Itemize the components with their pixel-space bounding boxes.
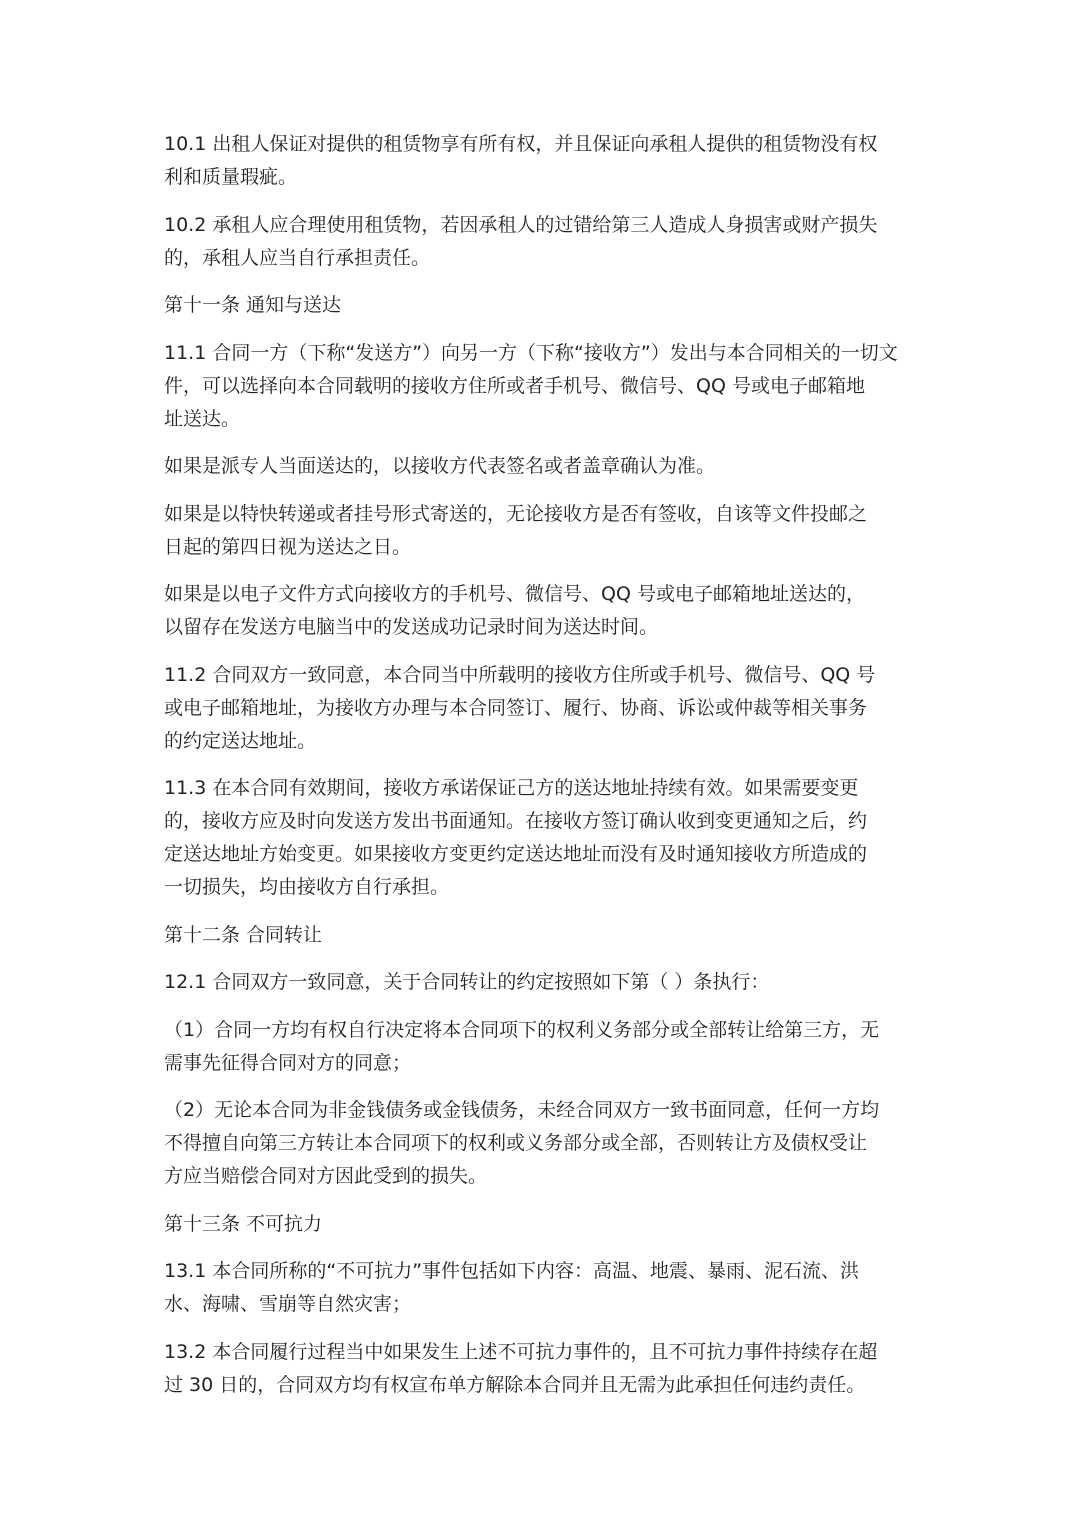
article-13-heading xyxy=(164,1208,920,1241)
text-line: 的约定送达地址。 xyxy=(164,729,317,752)
delivery-electronic xyxy=(164,578,920,644)
text-line: （1）合同一方均有权自行决定将本合同项下的权利义务部分或全部转让给第三方，无 xyxy=(164,1018,880,1041)
text-line: 第十二条 合同转让 xyxy=(164,923,323,946)
option-1 xyxy=(164,1014,920,1080)
text-line: 定送达地址方始变更。如果接收方变更约定送达地址而没有及时通知接收方所造成的 xyxy=(164,843,868,865)
article-12-heading xyxy=(164,919,920,952)
clause-10-2 xyxy=(164,209,920,275)
article-11-heading xyxy=(164,289,920,322)
text-line: 水、海啸、雪崩等自然灾害； xyxy=(164,1293,412,1315)
text-line: 如果是以电子文件方式向接收方的手机号、微信号、QQ 号或电子邮箱地址送达的， xyxy=(164,583,865,605)
text-line: 13.2 本合同履行过程当中如果发生上述不可抗力事件的，且不可抗力事件持续存在超 xyxy=(164,1340,878,1363)
text-line: 10.2 承租人应合理使用租赁物，若因承租人的过错给第三人造成人身损害或财产损失 xyxy=(164,213,878,236)
contract-body xyxy=(164,128,920,1416)
clause-12-1 xyxy=(164,966,920,999)
text-line: （2）无论本合同为非金钱债务或金钱债务，未经合同双方一致书面同意，任何一方均 xyxy=(164,1099,880,1121)
text-line: 的，承租人应当自行承担责任。 xyxy=(164,246,431,269)
delivery-in-person xyxy=(164,450,920,483)
text-line: 如果是以特快转递或者挂号形式寄送的，无论接收方是否有签收，自该等文件投邮之 xyxy=(164,502,868,525)
clause-10-1 xyxy=(164,128,920,194)
text-line: 第十一条 通知与送达 xyxy=(164,294,342,316)
delivery-by-mail xyxy=(164,498,920,564)
text-line: 方应当赔偿合同对方因此受到的损失。 xyxy=(164,1165,488,1187)
text-line: 或电子邮箱地址，为接收方办理与本合同签订、履行、协商、诉讼或仲裁等相关事务 xyxy=(164,696,868,719)
text-line: 11.1 合同一方（下称“发送方”）向另一方（下称“接收方”）发出与本合同相关的一切文 xyxy=(164,341,898,364)
text-line: 需事先征得合同对方的同意； xyxy=(164,1051,412,1074)
text-line: 件，可以选择向本合同载明的接收方住所或者手机号、微信号、QQ 号或电子邮箱地 xyxy=(164,374,865,397)
clause-11-2 xyxy=(164,659,920,758)
text-line: 过 30 日的，合同双方均有权宣布单方解除本合同并且无需为此承担任何违约责任。 xyxy=(164,1373,866,1396)
text-line: 不得擅自向第三方转让本合同项下的权利或义务部分或全部，否则转让方及债权受让 xyxy=(164,1132,868,1154)
text-line: 11.2 合同双方一致同意，本合同当中所载明的接收方住所或手机号、微信号、QQ 号 xyxy=(164,663,876,686)
text-line: 12.1 合同双方一致同意，关于合同转让的约定按照如下第（ ）条执行： xyxy=(164,971,770,993)
clause-13-1 xyxy=(164,1255,920,1321)
clause-13-2 xyxy=(164,1336,920,1402)
text-line: 址送达。 xyxy=(164,407,241,430)
text-line: 一切损失，均由接收方自行承担。 xyxy=(164,876,450,898)
text-line: 日起的第四日视为送达之日。 xyxy=(164,535,412,558)
text-line: 的，接收方应及时向发送方发出书面通知。在接收方签订确认收到变更通知之后，约 xyxy=(164,810,868,832)
option-2 xyxy=(164,1094,920,1193)
clause-11-3 xyxy=(164,772,920,904)
clause-11-1 xyxy=(164,337,920,436)
text-line: 13.1 本合同所称的“不可抗力”事件包括如下内容：高温、地震、暴雨、泥石流、洪 xyxy=(164,1260,860,1282)
text-line: 如果是派专人当面送达的，以接收方代表签名或者盖章确认为准。 xyxy=(164,455,716,477)
text-line: 第十三条 不可抗力 xyxy=(164,1212,323,1235)
text-line: 利和质量瑕疵。 xyxy=(164,166,298,188)
text-line: 以留存在发送方电脑当中的发送成功记录时间为送达时间。 xyxy=(164,616,659,638)
text-line: 10.1 出租人保证对提供的租赁物享有所有权，并且保证向承租人提供的租赁物没有权 xyxy=(164,133,878,155)
text-line: 11.3 在本合同有效期间，接收方承诺保证己方的送达地址持续有效。如果需要变更 xyxy=(164,777,859,799)
